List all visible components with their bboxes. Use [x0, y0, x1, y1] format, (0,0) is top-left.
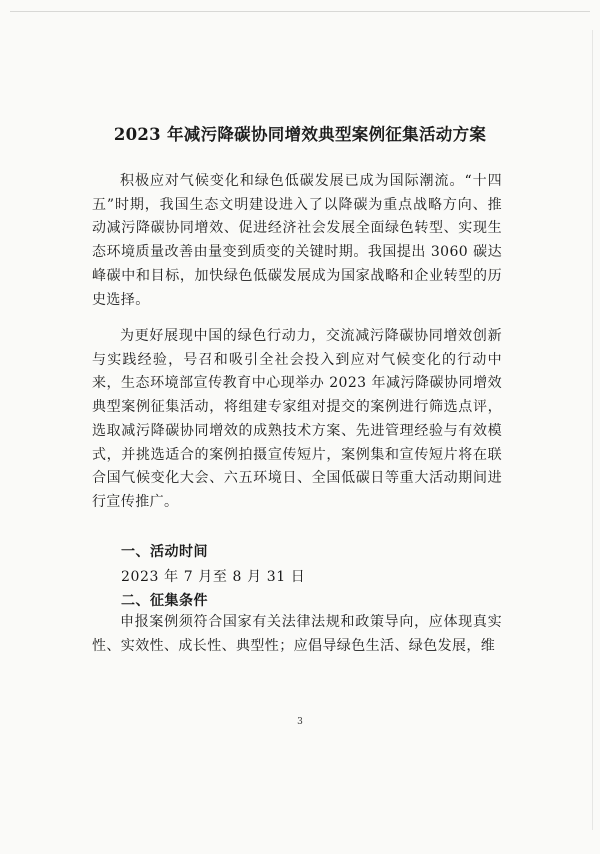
page-number: 3	[297, 717, 303, 727]
section-heading-conditions: 二、征集条件	[121, 593, 208, 609]
activity-time-text: 2023 年 7 月至 8 月 31 日	[121, 569, 306, 585]
document-title: 2023 年减污降碳协同增效典型案例征集活动方案	[113, 125, 487, 144]
conditions-paragraph: 申报案例须符合国家有关法律法规和政策导向，应体现真实性、实效性、成长性、典型性；应倡导绿色生活、绿色发展，维	[92, 614, 502, 654]
purpose-paragraph: 为更好展现中国的绿色行动力，交流减污降碳协同增效创新与实践经验，号召和吸引全社会投入到应对气候变化的行动中来，生态环境部宣传教育中心现举办 2023 年减污降碳协同增效典型案例征集活动，将组建专家组对提交的案例进行筛选点评，选取减污降碳协同增效的成熟技术方案、先进管理经验与有效模式，并挑选适合的案例拍摄宣传短片，案例集和宣传短片将在联合国气候变化大会、六五环境日、全国低碳日等重大活动期间进行宣传推广。	[92, 328, 502, 510]
page-edge-line	[10, 11, 590, 12]
section-heading-activity-time: 一、活动时间	[121, 544, 208, 560]
intro-paragraph: 积极应对气候变化和绿色低碳发展已成为国际潮流。“十四五”时期，我国生态文明建设进入了以降碳为重点战略方向、推动减污降碳协同增效、促进经济社会发展全面绿色转型、实现生态环境质量改善由量变到质变的关键时期。我国提出 3060 碳达峰碳中和目标，加快绿色低碳发展成为国家战略和企业转型的历史选择。	[92, 173, 502, 308]
scan-edge-line	[592, 30, 593, 830]
